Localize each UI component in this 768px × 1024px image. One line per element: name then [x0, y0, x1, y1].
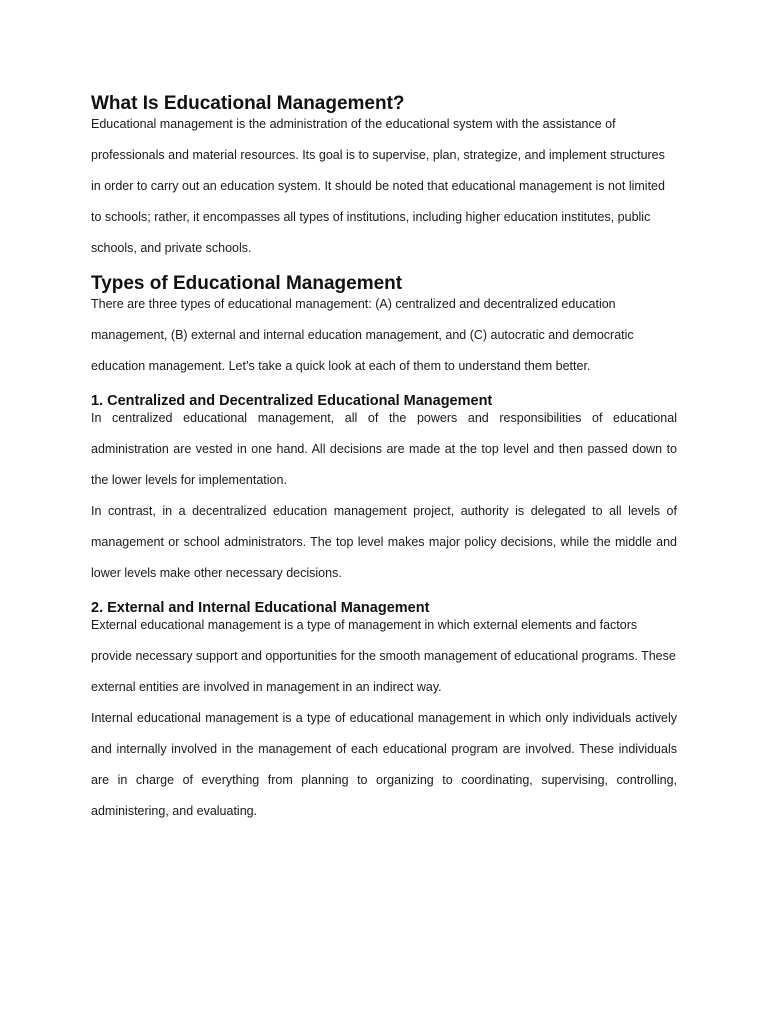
types-paragraph: There are three types of educational management: (A) centralized and decentralized education management, (B) external and internal education management, and (C) autocratic and democratic education management. Let’s take a quick look at each of them to understand them better.: [91, 297, 634, 373]
paragraph-centralized: In centralized educational management, all of the powers and responsibilities of educational administration are vested in one hand. All decisions are made at the top level and then passed down to the lower levels for implementation.: [91, 411, 677, 487]
document-page: [91, 92, 677, 827]
paragraph-internal: Internal educational management is a type of educational management in which only individuals actively and internally involved in the management of each educational program are involved. These individuals are in charge of everything from planning to organizing to coordinating, supervising, controlling, administering, and evaluating.: [91, 711, 677, 818]
paragraph-external: External educational management is a type of management in which external elements and factors provide necessary support and opportunities for the smooth management of educational programs. These external entities are involved in management in an indirect way.: [91, 618, 676, 694]
intro-paragraph: Educational management is the administration of the educational system with the assistance of professionals and material resources. Its goal is to supervise, plan, strategize, and implement structures in order to carry out an education system. It should be noted that educational management is not limited to schools; rather, it encompasses all types of institutions, including higher education institutes, public schools, and private schools.: [91, 117, 665, 255]
section-heading-external-internal: 2. External and Internal Educational Management: [91, 600, 430, 616]
page-title: What Is Educational Management?: [91, 93, 405, 114]
section-heading-centralized: 1. Centralized and Decentralized Educational Management: [91, 393, 493, 409]
types-heading: Types of Educational Management: [91, 273, 403, 294]
paragraph-decentralized: In contrast, in a decentralized education management project, authority is delegated to all levels of management or school administrators. The top level makes major policy decisions, while the middle and lower levels make other necessary decisions.: [91, 504, 677, 580]
